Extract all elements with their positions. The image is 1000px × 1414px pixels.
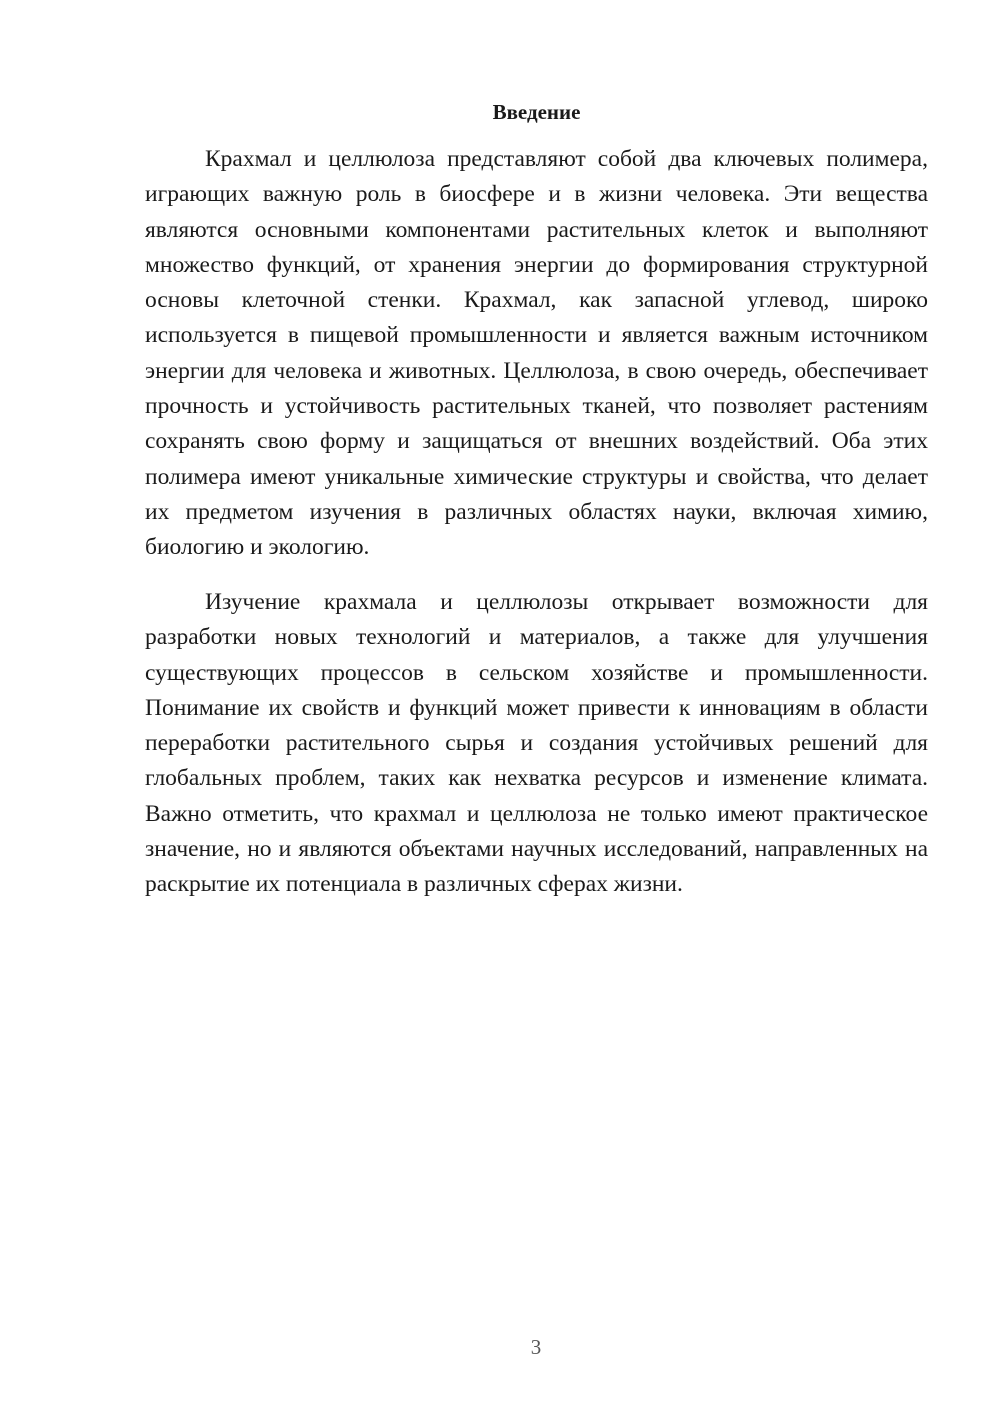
paragraph-2: Изучение крахмала и целлюлозы открывает возможности для разработки новых технологий и материалов, а также для улучшения существующих процессов в сельском хозяйстве и промышленности. Понимание их свойств и функций может привести к инновациям в области переработки растительного сырья и создания устойчивых решений для глобальных проблем, таких как нехватка ресурсов и изменение климата. Важно отметить, что крахмал и целлюлоза не только имеют практическое значение, но и являются объектами научных исследований, направленных на раскрытие их потенциала в различных сферах жизни. — [145, 589, 928, 898]
page-number: 3 — [530, 1335, 542, 1359]
section-heading: Введение — [492, 100, 581, 124]
paragraph-1: Крахмал и целлюлоза представляют собой два ключевых полимера, играющих важную роль в биосфере и в жизни человека. Эти вещества являются основными компонентами растительных клеток и выполняют множество функций, от хранения энергии до формирования структурной основы клеточной стенки. Крахмал, как запасной углевод, широко используется в пищевой промышленности и является важным источником энергии для человека и животных. Целлюлоза, в свою очередь, обеспечивает прочность и устойчивость растительных тканей, что позволяет растениям сохранять свою форму и защищаться от внешних воздействий. Оба этих полимера имеют уникальные химические структуры и свойства, что делает их предметом изучения в различных областях науки, включая химию, биологию и экологию. — [145, 146, 928, 561]
